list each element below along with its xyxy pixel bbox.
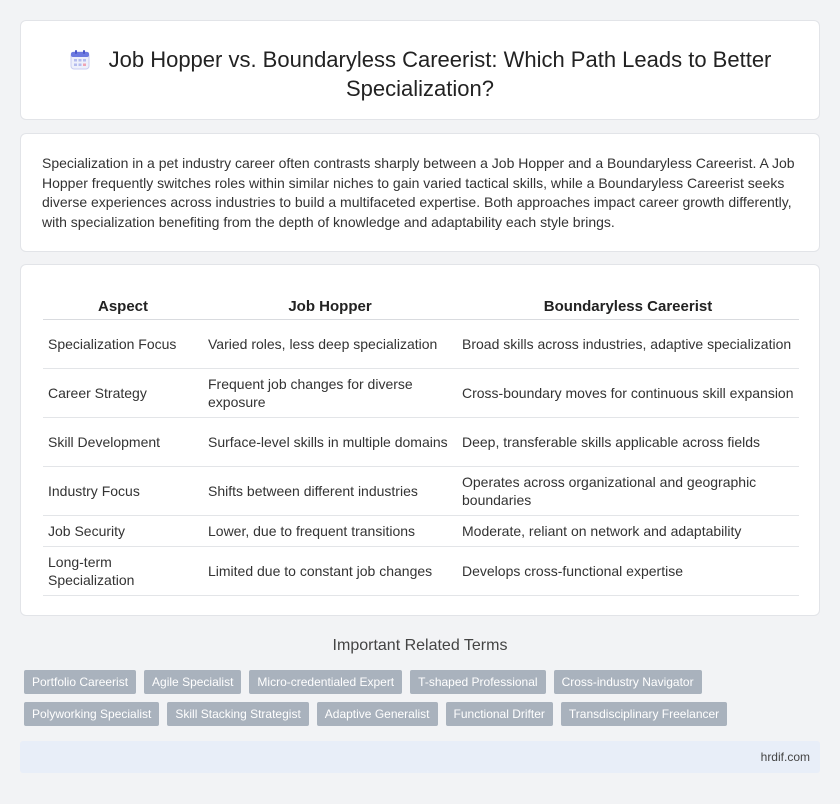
term-tag[interactable]: Portfolio Careerist [24,670,136,694]
calendar-icon [69,49,91,71]
cell-boundaryless: Moderate, reliant on network and adaptability [457,515,799,546]
term-tag[interactable]: Transdisciplinary Freelancer [561,702,727,726]
term-tag[interactable]: Agile Specialist [144,670,241,694]
cell-aspect: Industry Focus [43,466,203,515]
cell-job-hopper: Frequent job changes for diverse exposure [203,368,457,417]
table-row [43,546,799,595]
cell-boundaryless: Operates across organizational and geographic boundaries [457,466,799,515]
comparison-table [43,295,799,596]
related-terms-row [24,670,824,694]
related-terms [24,670,824,734]
intro-card [20,133,820,252]
footer [20,741,820,773]
term-tag[interactable]: Polyworking Specialist [24,702,159,726]
term-tag[interactable]: Cross-industry Navigator [554,670,702,694]
header-job-hopper: Job Hopper [203,295,457,319]
header-aspect: Aspect [43,295,203,319]
comparison-card [20,264,820,616]
cell-aspect: Skill Development [43,417,203,466]
cell-job-hopper: Varied roles, less deep specialization [203,319,457,368]
table-row [43,466,799,515]
related-terms-heading: Important Related Terms [332,637,508,654]
term-tag[interactable]: Micro-credentialed Expert [249,670,402,694]
intro-paragraph: Specialization in a pet industry career often contrasts sharply between a Job Hopper and a Boundaryless Careerist. A Job Hopper frequently switches roles within similar niches to gain varied tactical skills, while a Boundaryless Careerist seeks diverse experiences across industries to build a multifaceted expertise. Both approaches impact career growth differently, with specialization benefiting from the depth of knowledge and adaptability each style brings. [42,155,795,230]
header-boundaryless-careerist: Boundaryless Careerist [457,295,799,319]
cell-job-hopper: Lower, due to frequent transitions [203,515,457,546]
term-tag[interactable]: T-shaped Professional [410,670,545,694]
term-tag[interactable]: Functional Drifter [446,702,553,726]
cell-aspect: Job Security [43,515,203,546]
table-row [43,319,799,368]
footer-site[interactable]: hrdif.com [760,750,810,764]
cell-boundaryless: Develops cross-functional expertise [457,546,799,595]
cell-job-hopper: Limited due to constant job changes [203,546,457,595]
cell-job-hopper: Surface-level skills in multiple domains [203,417,457,466]
related-terms-row [24,702,824,726]
cell-boundaryless: Broad skills across industries, adaptive specialization [457,319,799,368]
cell-job-hopper: Shifts between different industries [203,466,457,515]
table-row [43,368,799,417]
table-header-row [43,295,799,319]
title-card [20,20,820,120]
term-tag[interactable]: Skill Stacking Strategist [167,702,308,726]
cell-aspect: Specialization Focus [43,319,203,368]
page-title-text: Job Hopper vs. Boundaryless Careerist: Which Path Leads to Better Specialization? [108,47,772,101]
cell-aspect: Long-term Specialization [43,546,203,595]
term-tag[interactable]: Adaptive Generalist [317,702,438,726]
cell-boundaryless: Cross-boundary moves for continuous skill expansion [457,368,799,417]
page-title [61,45,779,103]
table-row [43,515,799,546]
cell-aspect: Career Strategy [43,368,203,417]
table-row [43,417,799,466]
cell-boundaryless: Deep, transferable skills applicable across fields [457,417,799,466]
